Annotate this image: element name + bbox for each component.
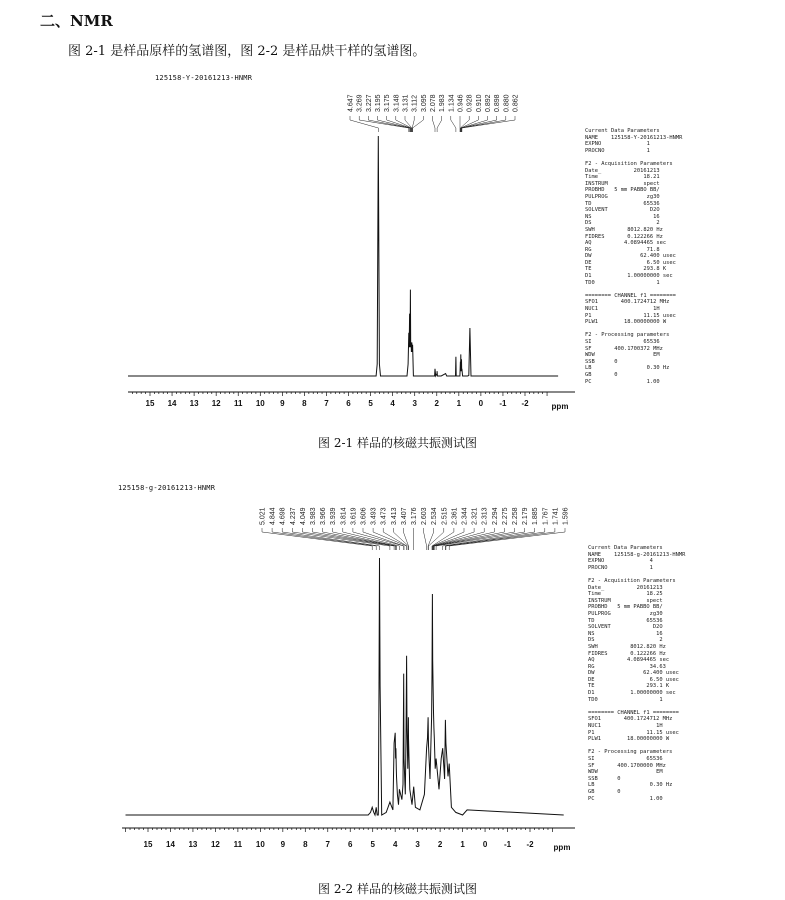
peak-shift-label: 2.321 (471, 507, 479, 525)
peak-shift-label: 2.078 (430, 94, 437, 112)
parameter-line: PC 1.00 (585, 378, 660, 385)
peak-connector (262, 528, 372, 550)
parameter-line: TD 65536 (585, 200, 660, 207)
peak-connector (443, 528, 535, 550)
peak-connector (323, 528, 396, 550)
parameter-line: F2 - Acquisition Parameters (588, 577, 676, 584)
peak-shift-label: 2.534 (431, 507, 439, 525)
parameter-line: TD0 1 (585, 279, 660, 286)
peak-shift-label: 2.515 (441, 507, 449, 525)
x-tick-label: 12 (210, 840, 220, 849)
parameter-line: DS 2 (588, 637, 663, 644)
x-tick-label: 5 (368, 399, 373, 408)
peak-shift-label: 2.361 (451, 507, 459, 525)
parameter-line: Date_ 20161213 (588, 584, 663, 591)
peak-shift-label: 1.983 (439, 94, 447, 112)
figure1-caption: 图 2-1 样品的核磁共振测试图 (318, 436, 477, 450)
parameter-line: NAME 125158-Y-20161213-HNMR (585, 134, 683, 141)
peak-shift-label: 4.647 (347, 94, 355, 112)
x-tick-label: 15 (143, 840, 153, 849)
parameter-line: P1 11.15 usec (588, 729, 679, 736)
x-tick-label: 12 (211, 399, 221, 408)
peak-connector (363, 528, 404, 550)
x-tick-label: 2 (437, 840, 443, 849)
parameter-line: LB 0.30 Hz (585, 365, 670, 372)
x-tick-label: 0 (478, 399, 484, 408)
peak-shift-label: 3.407 (400, 507, 408, 525)
peak-shift-label: 1.596 (562, 507, 570, 525)
peak-shift-label: 4.844 (269, 507, 277, 525)
x-tick-label: -1 (503, 840, 512, 849)
peak-shift-label: 3.131 (402, 94, 410, 112)
x-tick-label: 13 (189, 399, 199, 408)
peak-shift-label: 0.898 (494, 94, 502, 112)
section-heading: 二、NMR (40, 12, 113, 30)
parameter-line: PROBHD 5 mm PABBO BB/ (585, 187, 660, 194)
figure2-caption: 图 2-2 样品的核磁共振测试图 (318, 882, 477, 896)
peak-connector (446, 528, 555, 550)
parameter-line: DW 62.400 usec (585, 253, 676, 260)
x-tick-label: 3 (412, 399, 417, 408)
parameter-line: Date_ 20161213 (585, 167, 660, 174)
x-tick-label: 1 (460, 840, 465, 849)
x-tick-label: 11 (233, 840, 243, 849)
peak-shift-label: 1.767 (542, 507, 550, 525)
peak-shift-label: 1.134 (448, 94, 456, 112)
parameter-line: Time 18.21 (585, 174, 660, 181)
parameter-line: PULPROG zg30 (588, 610, 663, 617)
parameter-line: NAME 125158-g-20161213-HNMR (588, 551, 686, 558)
x-tick-label: 9 (280, 840, 286, 849)
x-tick-label: 8 (302, 399, 307, 408)
peak-connector (433, 528, 484, 550)
peak-shift-label: 3.195 (375, 94, 382, 112)
x-tick-label: -1 (499, 399, 507, 408)
peak-shift-label: 2.179 (522, 507, 530, 525)
x-tick-label: 4 (392, 840, 398, 849)
parameter-line: TE 293.1 K (588, 683, 670, 690)
parameter-line: Time 18.25 (588, 591, 663, 598)
parameter-line: INSTRUM spect (588, 597, 663, 604)
peak-connector (292, 528, 390, 550)
parameter-line: Current Data Parameters (585, 128, 660, 134)
parameter-line (585, 326, 682, 333)
x-tick-label: 0 (482, 840, 488, 849)
intro-paragraph: 图 2-1 是样品原样的氢谱图，图 2-2 是样品烘干样的氢谱图。 (68, 44, 426, 59)
parameter-line (585, 154, 682, 161)
parameter-line: NUC1 1H (585, 306, 660, 313)
peak-connector (433, 116, 436, 132)
x-tick-label: 4 (390, 399, 395, 408)
peak-shift-label: 0.928 (466, 94, 474, 112)
peak-connector (434, 528, 514, 550)
peak-connector (343, 528, 400, 550)
peak-shift-label: 3.176 (411, 507, 418, 525)
figure1-parameters-block (585, 128, 682, 385)
parameter-line: SOLVENT D2O (585, 207, 660, 214)
peak-shift-label: 5.021 (259, 507, 267, 525)
parameter-line: TD 65536 (588, 617, 663, 624)
parameter-line: F2 - Processing parameters (585, 332, 670, 339)
parameter-line: PULPROG zg30 (585, 193, 660, 200)
peak-connector (461, 116, 479, 132)
parameter-line: D1 1.00000000 sec (585, 273, 673, 280)
parameter-line: DS 2 (585, 220, 660, 227)
peak-connector (445, 528, 544, 550)
parameter-line (588, 703, 685, 710)
parameter-line: FIDRES 0.122266 Hz (588, 650, 666, 657)
peak-shift-label: 4.049 (299, 507, 307, 525)
parameter-line: SWH 8012.820 Hz (585, 226, 663, 233)
parameter-line: SF 400.1700372 MHz (585, 345, 663, 352)
peak-connector (437, 116, 442, 132)
peak-shift-label: 3.939 (330, 507, 338, 525)
x-tick-label: 14 (166, 840, 175, 849)
parameter-line: SI 65536 (585, 339, 660, 345)
parameter-line: EXPNO 1 (585, 141, 650, 148)
peak-shift-label: 0.946 (457, 94, 465, 112)
parameter-line: SFO1 400.1724712 MHz (588, 716, 673, 723)
peak-connector (350, 116, 378, 132)
peak-connector (424, 528, 427, 550)
x-tick-label: 2 (434, 399, 439, 408)
parameter-line: SOLVENT D2O (588, 624, 663, 631)
parameter-line: AQ 4.0894465 sec (585, 240, 667, 247)
peak-shift-label: 2.294 (491, 507, 499, 525)
parameter-line: NS 16 (588, 630, 663, 637)
parameter-line: DE 6.50 usec (585, 259, 676, 266)
parameter-line: PROCNO 1 (588, 564, 653, 571)
parameter-line: DE 6.50 usec (588, 676, 679, 683)
parameter-line (585, 286, 682, 293)
figure2-parameters-block (588, 545, 685, 802)
parameter-line: SSB 0 (585, 358, 618, 365)
parameter-line: LB 0.30 Hz (588, 782, 673, 789)
peak-shift-label: 2.603 (421, 507, 429, 525)
x-tick-label: 10 (255, 399, 265, 408)
parameter-line: PC 1.00 (588, 795, 663, 802)
peak-shift-label: 4.237 (289, 507, 297, 525)
x-tick-label: 15 (145, 399, 155, 408)
x-tick-label: 9 (280, 399, 285, 408)
x-tick-label: 7 (325, 840, 330, 849)
peak-connector (272, 528, 376, 550)
peak-shift-label: 3.112 (411, 95, 419, 112)
parameter-line: SFO1 400.1724712 MHz (585, 299, 670, 306)
parameter-line: GB 0 (588, 788, 621, 795)
spectrum-trace (126, 558, 564, 815)
peak-shift-label: 3.175 (384, 94, 392, 112)
parameter-line (588, 743, 685, 750)
x-tick-label: 7 (324, 399, 329, 408)
x-tick-label: 10 (255, 840, 265, 849)
peak-shift-label: 3.269 (356, 94, 364, 112)
peak-shift-label: 1.885 (532, 507, 540, 525)
parameter-line: F2 - Processing parameters (588, 749, 673, 756)
x-tick-label: -2 (521, 399, 529, 408)
peak-shift-label: 3.814 (340, 507, 348, 525)
parameter-line: ======== CHANNEL f1 ======== (585, 292, 676, 299)
parameter-line: AQ 4.0894465 sec (588, 657, 670, 664)
parameter-line: Current Data Parameters (588, 545, 663, 551)
x-tick-label: 11 (234, 399, 243, 408)
parameter-line: PLW1 18.00000000 W (585, 319, 667, 326)
parameter-line: WDW EM (588, 769, 663, 776)
x-tick-label: 5 (370, 840, 375, 849)
x-tick-label: 6 (346, 399, 351, 408)
peak-shift-label: 3.095 (420, 94, 428, 112)
x-tick-label: 3 (415, 840, 420, 849)
x-tick-label: 13 (188, 840, 198, 849)
peak-shift-label: 3.493 (370, 507, 378, 525)
peak-connector (462, 116, 506, 132)
peak-connector (461, 116, 497, 132)
parameter-line: FIDRES 0.122266 Hz (585, 233, 663, 240)
parameter-line: SSB 0 (588, 775, 621, 782)
parameter-line: SI 65536 (588, 756, 663, 762)
peak-shift-label: 3.473 (380, 507, 388, 525)
parameter-line: INSTRUM spect (585, 180, 660, 187)
parameter-line: WDW EM (585, 352, 660, 359)
parameter-line: PROCNO 1 (585, 147, 650, 154)
parameter-line: RG 34.63 (588, 663, 666, 670)
parameter-line (588, 571, 685, 578)
x-axis-unit-label: ppm (551, 402, 569, 411)
x-axis-unit-label: ppm (553, 843, 571, 852)
peak-shift-label: 2.275 (501, 507, 509, 525)
peak-shift-label: 3.148 (393, 94, 401, 112)
parameter-line: GB 0 (585, 371, 618, 378)
parameter-line: ======== CHANNEL f1 ======== (588, 709, 679, 716)
peak-connector (451, 116, 456, 132)
x-tick-label: 1 (456, 399, 462, 408)
peak-connector (359, 116, 409, 132)
spectrum-trace (128, 136, 558, 376)
peak-connector (449, 528, 565, 550)
parameter-line: SF 400.1700000 MHz (588, 762, 666, 769)
peak-shift-label: 0.880 (503, 94, 511, 112)
peak-shift-label: 0.892 (485, 94, 492, 112)
peak-shift-label: 3.227 (365, 94, 373, 112)
parameter-line: NUC1 1H (588, 723, 663, 730)
figure2-id-label: 125158-g-20161213-HNMR (118, 484, 216, 492)
peak-shift-label: 4.698 (279, 507, 287, 525)
peak-shift-label: 0.910 (475, 94, 483, 112)
x-tick-label: 6 (348, 840, 353, 849)
parameter-line: PLW1 18.00000000 W (588, 736, 670, 743)
x-tick-label: 14 (167, 399, 177, 408)
peak-shift-label: 3.413 (390, 507, 398, 525)
peak-shift-label: 3.966 (320, 507, 328, 525)
parameter-line: D1 1.00000000 sec (588, 690, 676, 697)
parameter-line: F2 - Acquisition Parameters (585, 160, 673, 167)
parameter-line: DW 62.400 usec (588, 670, 679, 677)
figure1-id-label: 125158-Y-20161213-HNMR (155, 74, 253, 82)
parameter-line: RG 71.8 (585, 246, 660, 253)
peak-shift-label: 2.313 (481, 507, 489, 525)
parameter-line: P1 11.15 usec (585, 312, 676, 319)
peak-shift-label: 3.983 (310, 507, 317, 525)
parameter-line: SWH 8012.820 Hz (588, 643, 666, 650)
x-tick-label: -2 (526, 840, 534, 849)
peak-shift-label: 1.741 (552, 507, 560, 525)
parameter-line: NS 16 (585, 213, 660, 220)
peak-shift-label: 3.619 (350, 507, 358, 525)
peak-shift-label: 0.862 (512, 94, 520, 112)
peak-shift-label: 2.344 (461, 507, 469, 525)
peak-shift-label: 2.258 (512, 507, 519, 525)
peak-shift-label: 3.606 (360, 507, 368, 525)
parameter-line: EXPNO 4 (588, 558, 653, 565)
parameter-line: PROBHD 5 mm PABBO BB/ (588, 604, 663, 611)
parameter-line: TE 293.8 K (585, 266, 667, 273)
x-tick-label: 8 (303, 840, 308, 849)
parameter-line: TD0 1 (588, 696, 663, 703)
